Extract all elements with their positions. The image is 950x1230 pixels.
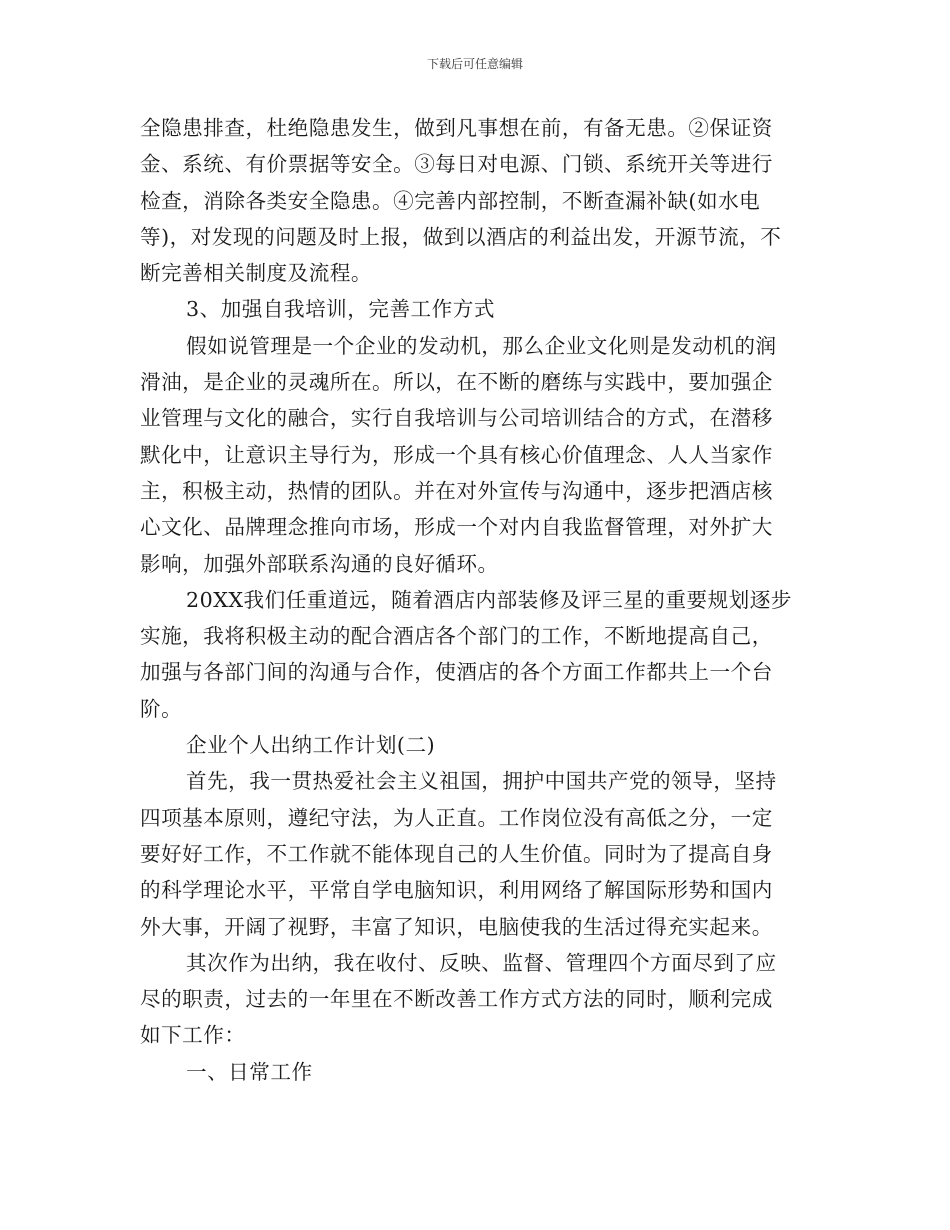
text-line: 其次作为出纳，我在收付、反映、监督、管理四个方面尽到了应: [186, 950, 777, 975]
text-line: 全隐患排查，杜绝隐患发生，做到凡事想在前，有备无患。②保证资: [140, 116, 773, 140]
text-line: 如下工作：: [140, 1023, 246, 1048]
header-note: 下载后可任意编辑: [426, 57, 523, 71]
text-line: 要好好工作，不工作就不能体现自己的人生价值。同时为了提高自身: [140, 841, 773, 866]
text-line: 阶。: [140, 696, 183, 721]
text-line: 等)，对发现的问题及时上报，做到以酒店的利益出发，开源节流，不: [140, 224, 782, 249]
section-heading: 一、日常工作: [186, 1059, 313, 1084]
text-line: 首先，我一贯热爱社会主义祖国，拥护中国共产党的领导，坚持: [186, 769, 777, 794]
text-line: 影响，加强外部联系沟通的良好循环。: [140, 551, 499, 576]
text-line: 主，积极主动，热情的团队。并在对外宣传与沟通中，逐步把酒店核: [140, 478, 773, 503]
section-title: 企业个人出纳工作计划(二): [186, 733, 436, 758]
text-line: 四项基本原则，遵纪守法，为人正直。工作岗位没有高低之分，一定: [140, 805, 773, 830]
section-heading: 3、加强自我培训，完善工作方式: [186, 297, 495, 322]
text-line: 外大事，开阔了视野，丰富了知识，电脑使我的生活过得充实起来。: [140, 914, 773, 939]
document-body: [140, 110, 808, 1090]
text-line: 尽的职责，过去的一年里在不断改善工作方式方法的同时，顺利完成: [140, 987, 773, 1012]
text-line: 20XX我们任重道远，随着酒店内部装修及评三星的重要规划逐步: [186, 587, 792, 612]
text-line: 的科学理论水平，平常自学电脑知识，利用网络了解国际形势和国内: [140, 878, 773, 903]
text-line: 实施，我将积极主动的配合酒店各个部门的工作，不断地提高自己，: [140, 624, 773, 649]
text-line: 假如说管理是一个企业的发动机，那么企业文化则是发动机的润: [186, 333, 777, 358]
text-line: 检查，消除各类安全隐患。④完善内部控制，不断查漏补缺(如水电: [140, 188, 761, 213]
text-line: 默化中，让意识主导行为，形成一个具有核心价值理念、人人当家作: [140, 442, 773, 467]
text-line: 业管理与文化的融合，实行自我培训与公司培训结合的方式，在潜移: [140, 406, 773, 431]
text-line: 金、系统、有价票据等安全。③每日对电源、门锁、系统开关等进行: [140, 152, 773, 177]
text-line: 心文化、品牌理念推向市场，形成一个对内自我监督管理，对外扩大: [140, 515, 773, 540]
text-line: 滑油，是企业的灵魂所在。所以，在不断的磨练与实践中，要加强企: [140, 370, 773, 395]
text-line: 断完善相关制度及流程。: [140, 261, 373, 286]
text-line: 加强与各部门间的沟通与合作，使酒店的各个方面工作都共上一个台: [140, 660, 773, 685]
